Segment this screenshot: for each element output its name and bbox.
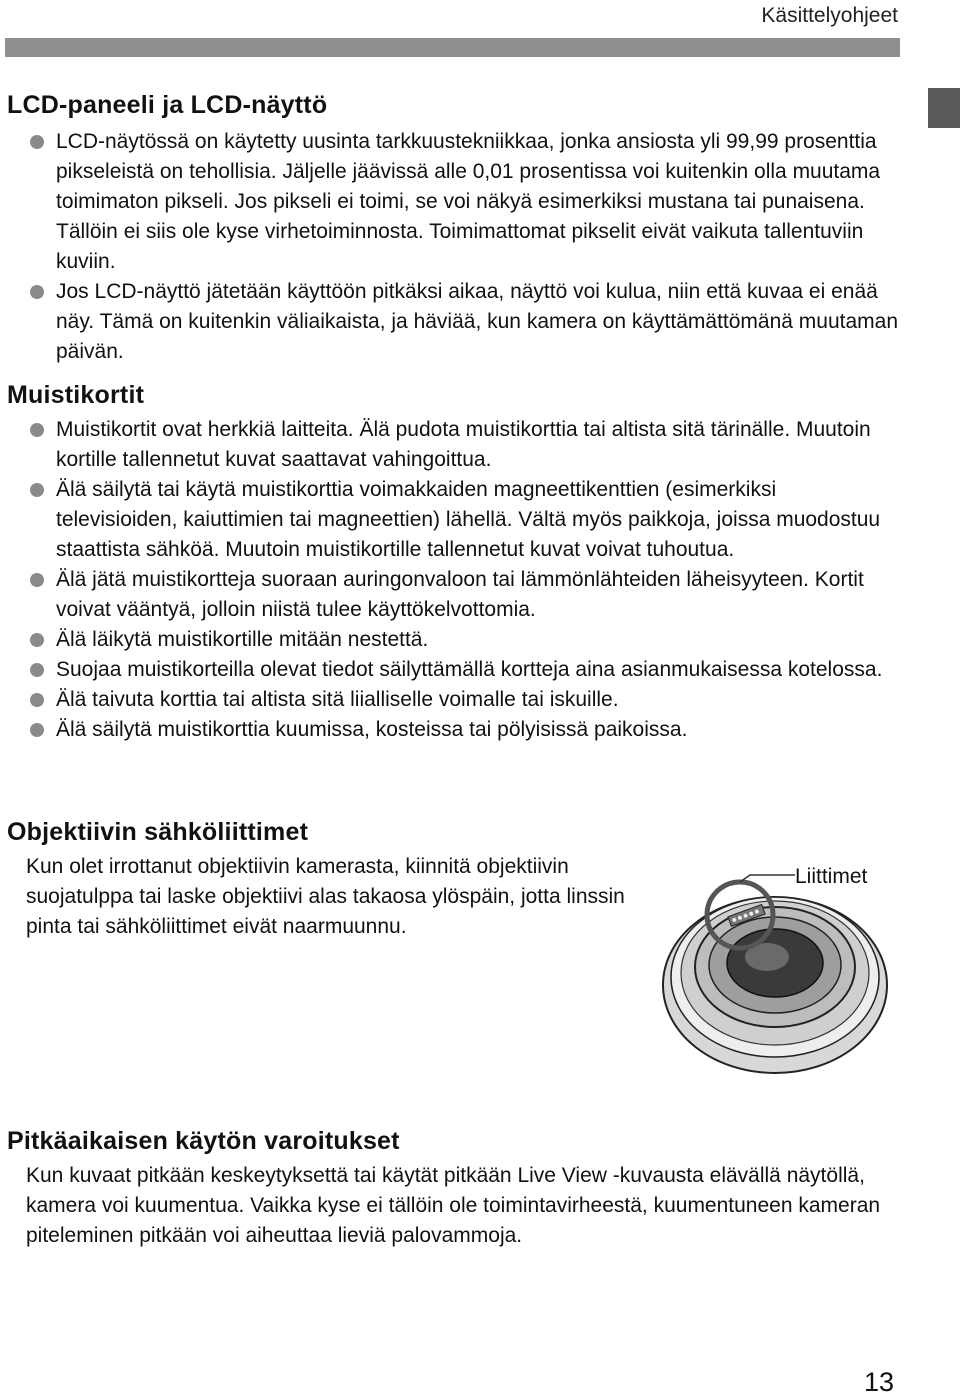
list-item [30,415,900,475]
bullet-icon [30,285,44,299]
bullet-icon [30,135,44,149]
lens-contacts-illustration [655,855,900,1085]
list-item [30,127,900,277]
bullet-icon [30,483,44,497]
section-heading-lcd: LCD-paneeli ja LCD-näyttö [7,91,328,119]
list-item-text: Älä säilytä muistikorttia kuumissa, kosteissa tai pölyisissä paikoissa. [56,718,688,741]
list-item [30,565,900,625]
cards-list [30,415,900,745]
figure-label-contacts: Liittimet [795,865,868,888]
lcd-list [30,127,900,367]
list-item [30,277,900,367]
list-item-text: Jos LCD-näyttö jätetään käyttöön pitkäksi aikaa, näyttö voi kulua, niin että kuvaa ei enää näy. Tämä on kuitenkin väliaikaista, ja häviää, kun kamera on käyttämättömänä muutaman päivän. [56,280,898,363]
section-heading-longuse: Pitkäaikaisen käytön varoitukset [7,1127,400,1155]
list-item-text: Muistikortit ovat herkkiä laitteita. Älä pudota muistikorttia tai altista sitä tärinälle. Muutoin kortille tallennetut kuvat saattavat vahingoittua. [56,418,871,471]
running-header: Käsittelyohjeet [761,4,898,27]
list-item-text: Älä läikytä muistikortille mitään nestettä. [56,628,429,651]
list-item [30,625,900,655]
list-item [30,655,900,685]
section-heading-cards: Muistikortit [7,381,145,409]
contacts-paragraph: Kun olet irrottanut objektiivin kamerasta, kiinnitä objektiivin suojatulppa tai laske objektiivi alas takaosa ylöspäin, jotta linssin pinta tai sähköliittimet eivät naarmuunnu. [26,855,625,938]
section-heading-contacts: Objektiivin sähköliittimet [7,818,309,846]
longuse-paragraph: Kun kuvaat pitkään keskeytyksettä tai käytät pitkään Live View -kuvausta elävällä näytöllä, kamera voi kuumentua. Vaikka kyse ei tällöin ole toimintavirheestä, kuumentuneen kameran piteleminen pitkään voi aiheuttaa lieviä palovammoja. [26,1164,881,1247]
chapter-tab-marker [928,88,960,128]
bullet-icon [30,723,44,737]
bullet-icon [30,633,44,647]
bullet-icon [30,423,44,437]
page-number: 13 [864,1367,895,1397]
list-item [30,685,900,715]
header-bar [5,38,900,57]
bullet-icon [30,693,44,707]
list-item-text: Älä säilytä tai käytä muistikorttia voimakkaiden magneettikenttien (esimerkiksi televisioiden, kaiuttimien tai magneettien) lähellä. Vältä myös paikkoja, joissa muodostuu staattista sähköä. Muutoin muistikortille tallennetut kuvat voivat tuhoutua. [56,478,881,561]
list-item-text: Suojaa muistikorteilla olevat tiedot säilyttämällä kortteja aina asianmukaisessa kotelossa. [56,658,883,681]
list-item-text: Älä taivuta korttia tai altista sitä liialliselle voimalle tai iskuille. [56,688,619,711]
bullet-icon [30,663,44,677]
list-item [30,475,900,565]
list-item [30,715,900,745]
list-item-text: Älä jätä muistikortteja suoraan auringonvaloon tai lämmönlähteiden läheisyyteen. Kortit voivat vääntyä, jolloin niistä tulee käyttökelvottomia. [56,568,864,621]
list-item-text: LCD-näytössä on käytetty uusinta tarkkuustekniikkaa, jonka ansiosta yli 99,99 prosenttia pikseleistä on tehollisia. Jäljelle jäävissä alle 0,01 prosentissa voi kuitenkin olla muutama toimimaton pikseli. Jos pikseli ei toimi, se voi näkyä esimerkiksi mustana tai punaisena. Tällöin ei siis ole kyse virhetoiminnosta. Toimimattomat pikselit eivät vaikuta tallentuviin kuviin. [56,130,881,273]
bullet-icon [30,573,44,587]
